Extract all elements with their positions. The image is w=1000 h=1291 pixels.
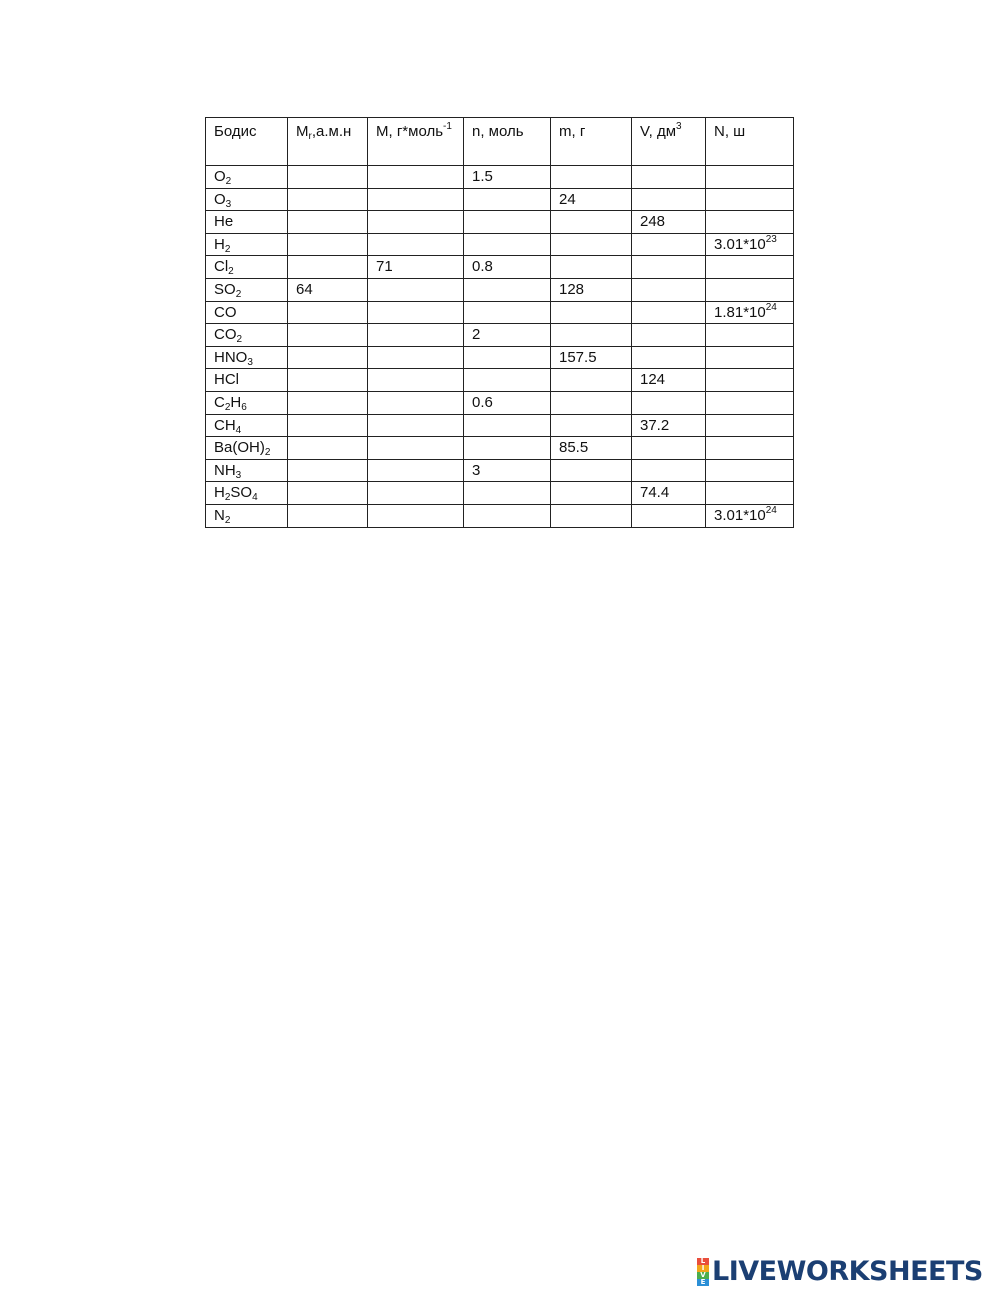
column-header: Бодис xyxy=(206,118,288,166)
answer-cell[interactable] xyxy=(288,369,368,392)
substance-cell: $Ba(OH)_2$ xyxy=(206,437,288,460)
answer-cell[interactable] xyxy=(368,369,464,392)
substance-cell: $CH_4$ xyxy=(206,414,288,437)
substance-cell: $N_2$ xyxy=(206,504,288,527)
answer-cell[interactable] xyxy=(632,346,706,369)
table-row xyxy=(206,211,794,234)
substance-cell: CO xyxy=(206,301,288,324)
value-cell: 74.4 xyxy=(632,482,706,505)
header-row xyxy=(206,118,794,166)
table-row xyxy=(206,324,794,347)
substance-cell: $CO_2$ xyxy=(206,324,288,347)
table-row xyxy=(206,482,794,505)
value-cell: 128 xyxy=(551,278,632,301)
answer-cell[interactable] xyxy=(288,188,368,211)
answer-cell[interactable] xyxy=(464,414,551,437)
value-cell: $3.01*10^{24}$ xyxy=(706,504,794,527)
answer-cell[interactable] xyxy=(632,324,706,347)
answer-cell[interactable] xyxy=(551,482,632,505)
answer-cell[interactable] xyxy=(288,256,368,279)
value-cell: 71 xyxy=(368,256,464,279)
answer-cell[interactable] xyxy=(368,437,464,460)
value-cell: 0.6 xyxy=(464,391,551,414)
answer-cell[interactable] xyxy=(368,391,464,414)
answer-cell[interactable] xyxy=(288,459,368,482)
column-header: $M_r,а.м.н$ xyxy=(288,118,368,166)
answer-cell[interactable] xyxy=(632,504,706,527)
answer-cell[interactable] xyxy=(706,324,794,347)
answer-cell[interactable] xyxy=(368,324,464,347)
answer-cell[interactable] xyxy=(632,437,706,460)
answer-cell[interactable] xyxy=(368,504,464,527)
answer-cell[interactable] xyxy=(368,301,464,324)
answer-cell[interactable] xyxy=(464,437,551,460)
substance-cell: $H_2SO_4$ xyxy=(206,482,288,505)
value-cell: 0.8 xyxy=(464,256,551,279)
value-cell: 24 xyxy=(551,188,632,211)
answer-cell[interactable] xyxy=(706,414,794,437)
answer-cell[interactable] xyxy=(551,414,632,437)
answer-cell[interactable] xyxy=(288,324,368,347)
answer-cell[interactable] xyxy=(288,391,368,414)
answer-cell[interactable] xyxy=(632,188,706,211)
value-cell: 2 xyxy=(464,324,551,347)
answer-cell[interactable] xyxy=(551,233,632,256)
substance-cell: $NH_3$ xyxy=(206,459,288,482)
answer-cell[interactable] xyxy=(464,301,551,324)
answer-cell[interactable] xyxy=(551,166,632,189)
table-row xyxy=(206,437,794,460)
value-cell: $1.81*10^{24}$ xyxy=(706,301,794,324)
table-row xyxy=(206,278,794,301)
answer-cell[interactable] xyxy=(551,301,632,324)
answer-cell[interactable] xyxy=(288,211,368,234)
answer-cell[interactable] xyxy=(551,459,632,482)
liveworksheets-logo xyxy=(697,1256,983,1287)
live-badge-icon: L I V E xyxy=(697,1258,709,1286)
answer-cell[interactable] xyxy=(464,346,551,369)
answer-cell[interactable] xyxy=(706,188,794,211)
answer-cell[interactable] xyxy=(706,369,794,392)
value-cell: $3.01*10^{23}$ xyxy=(706,233,794,256)
answer-cell[interactable] xyxy=(706,211,794,234)
value-cell: 157.5 xyxy=(551,346,632,369)
answer-cell[interactable] xyxy=(632,166,706,189)
answer-cell[interactable] xyxy=(706,391,794,414)
answer-cell[interactable] xyxy=(288,346,368,369)
substance-cell: $C_2H_6$ xyxy=(206,391,288,414)
substance-cell: $O_3$ xyxy=(206,188,288,211)
column-header: m, г xyxy=(551,118,632,166)
answer-cell[interactable] xyxy=(706,256,794,279)
answer-cell[interactable] xyxy=(368,211,464,234)
answer-cell[interactable] xyxy=(464,211,551,234)
answer-cell[interactable] xyxy=(632,278,706,301)
value-cell: 85.5 xyxy=(551,437,632,460)
answer-cell[interactable] xyxy=(551,369,632,392)
answer-cell[interactable] xyxy=(706,278,794,301)
table-row xyxy=(206,459,794,482)
answer-cell[interactable] xyxy=(706,482,794,505)
substance-cell: $Cl_2$ xyxy=(206,256,288,279)
answer-cell[interactable] xyxy=(288,301,368,324)
answer-cell[interactable] xyxy=(551,211,632,234)
answer-cell[interactable] xyxy=(632,233,706,256)
substance-cell: $H_2$ xyxy=(206,233,288,256)
answer-cell[interactable] xyxy=(464,233,551,256)
column-header: M, г*моль$^{-1}$ xyxy=(368,118,464,166)
answer-cell[interactable] xyxy=(551,391,632,414)
answer-cell[interactable] xyxy=(288,437,368,460)
answer-cell[interactable] xyxy=(464,278,551,301)
answer-cell[interactable] xyxy=(288,233,368,256)
table-row xyxy=(206,391,794,414)
worksheet-table-container xyxy=(205,117,794,528)
value-cell: 248 xyxy=(632,211,706,234)
table-body xyxy=(206,166,794,528)
logo-text: LIVEWORKSHEETS xyxy=(712,1256,983,1287)
value-cell: 64 xyxy=(288,278,368,301)
substance-cell: HCl xyxy=(206,369,288,392)
answer-cell[interactable] xyxy=(368,346,464,369)
table-row xyxy=(206,166,794,189)
answer-cell[interactable] xyxy=(464,369,551,392)
value-cell: 1.5 xyxy=(464,166,551,189)
answer-cell[interactable] xyxy=(632,256,706,279)
answer-cell[interactable] xyxy=(551,504,632,527)
table-row xyxy=(206,233,794,256)
answer-cell[interactable] xyxy=(368,166,464,189)
answer-cell[interactable] xyxy=(288,482,368,505)
value-cell: 37.2 xyxy=(632,414,706,437)
answer-cell[interactable] xyxy=(706,346,794,369)
table-row xyxy=(206,346,794,369)
table-row xyxy=(206,188,794,211)
chemistry-table xyxy=(205,117,794,528)
answer-cell[interactable] xyxy=(368,459,464,482)
answer-cell[interactable] xyxy=(368,233,464,256)
answer-cell[interactable] xyxy=(368,278,464,301)
answer-cell[interactable] xyxy=(288,504,368,527)
answer-cell[interactable] xyxy=(288,166,368,189)
table-row xyxy=(206,504,794,527)
answer-cell[interactable] xyxy=(464,482,551,505)
table-row xyxy=(206,369,794,392)
answer-cell[interactable] xyxy=(551,256,632,279)
answer-cell[interactable] xyxy=(551,324,632,347)
answer-cell[interactable] xyxy=(368,414,464,437)
answer-cell[interactable] xyxy=(632,301,706,324)
value-cell: 124 xyxy=(632,369,706,392)
answer-cell[interactable] xyxy=(288,414,368,437)
column-header: n, моль xyxy=(464,118,551,166)
table-row xyxy=(206,301,794,324)
answer-cell[interactable] xyxy=(464,188,551,211)
substance-cell: $SO_2$ xyxy=(206,278,288,301)
column-header: N, ш xyxy=(706,118,794,166)
table-row xyxy=(206,414,794,437)
answer-cell[interactable] xyxy=(632,391,706,414)
column-header: V, $дм^3$ xyxy=(632,118,706,166)
answer-cell[interactable] xyxy=(632,459,706,482)
answer-cell[interactable] xyxy=(706,166,794,189)
substance-cell: $O_2$ xyxy=(206,166,288,189)
answer-cell[interactable] xyxy=(706,437,794,460)
answer-cell[interactable] xyxy=(706,459,794,482)
table-row xyxy=(206,256,794,279)
value-cell: 3 xyxy=(464,459,551,482)
substance-cell: $HNO_3$ xyxy=(206,346,288,369)
substance-cell: He xyxy=(206,211,288,234)
answer-cell[interactable] xyxy=(464,504,551,527)
answer-cell[interactable] xyxy=(368,188,464,211)
answer-cell[interactable] xyxy=(368,482,464,505)
